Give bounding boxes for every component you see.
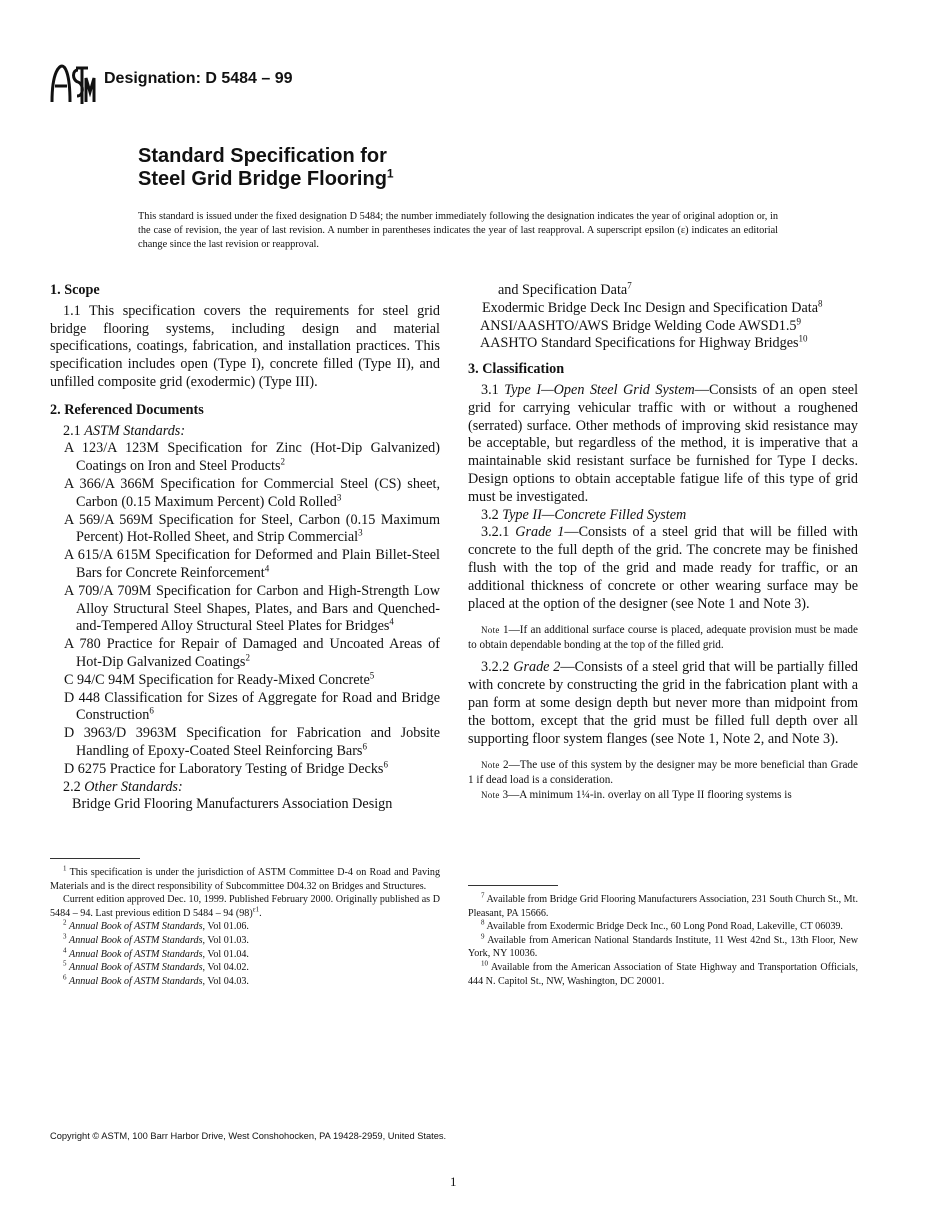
left-column [50,282,440,814]
section-referenced-heading: 2. Referenced Documents [50,401,204,418]
footnote-8: $^8$ Available from Exodermic Bridge Deck Inc., 60 Long Pond Road, Lakeville, CT 06039. [481,918,843,933]
footnotes-right [468,893,858,988]
title-line-1: Standard Specification for [138,145,387,167]
footnote-1: $^1$ This specification is under the jurisdiction of ASTM Committee D-4 on Road and Paving Materials and is the direct responsibility of Subcommittee D04.32 on Bridges and Structures. [50,864,440,892]
footnote-3: $^3$ Annual Book of ASTM Standards, Vol 01.03. [63,932,249,946]
note-1: Note 1—If an additional surface course is placed, adequate provision must be made to obtain dependable bonding at the top of the filled grid. [468,624,858,652]
copyright-line: Copyright © ASTM, 100 Barr Harbor Drive, West Conshohocken, PA 19428-2959, United States. [50,1131,447,1141]
ref-d448: D 448 Classification for Sizes of Aggregate for Road and Bridge Construction$^6$ [64,689,440,724]
title-line-2: Steel Grid Bridge Flooring$^1$ [138,166,394,190]
ref-bgfma-cont: and Specification Data$^7$ [498,280,632,298]
paragraph-1-1: 1.1 This specification covers the requirements for steel grid bridge flooring systems, including design and material specifications, coatings, fabrication, and installation practices. This specification includes open (Type I), concrete filled (Type II), and unfilled composite grid (exodermic) (Type III). [50,302,440,390]
ref-a366: A 366/A 366M Specification for Commercial Steel (CS) sheet, Carbon (0.15 Maximum Percent) Cold Rolled$^3$ [64,475,440,510]
right-column [468,282,858,809]
ref-aashto: AASHTO Standard Specifications for Highway Bridges$^{10}$ [480,333,808,352]
ref-exodermic: Exodermic Bridge Deck Inc Design and Specification Data$^8$ [482,298,823,316]
paragraph-3-1: 3.1 Type I—Open Steel Grid System—Consists of an open steel grid for carrying vehicular traffic with or without a roughened (serrated) surface. Other methods of improving skid resistance may be acceptable, but regardless of the method, it is imperative that a maintainable skid resistant surface be furnished for Type I decks. Design options to obtain acceptable fatigue life of this type of grid must be investigated. [468,381,859,505]
paragraph-3-2: 3.2 Type II—Concrete Filled System [481,506,687,523]
footnote-9: $^9$ Available from American National Standards Institute, 11 West 42nd St., 13th Floor, New York, NY 10036. [468,932,858,960]
ref-a615: A 615/A 615M Specification for Deformed and Plain Billet-Steel Bars for Concrete Reinforcement$^4$ [64,547,440,581]
section-classification-heading: 3. Classification [468,361,565,378]
document-title [138,145,394,191]
footnote-edition: Current edition approved Dec. 10, 1999. Published February 2000. Originally published as D 5484 – 94. Last previous edition D 5484 – 94 $(98)^{\varepsilon 1}$. [50,894,440,919]
note-3: Note 3—A minimum 1¼-in. overlay on all Type II flooring systems is [481,789,792,802]
title-footnote-mark[interactable]: 1 [386,166,394,181]
ref-a780: A 780 Practice for Repair of Damaged and Uncoated Areas of Hot-Dip Galvanized Coatings$^2$ [64,636,440,670]
footnote-2: $^2$ Annual Book of ASTM Standards, Vol 01.06. [63,919,249,933]
footnote-4: $^4$ Annual Book of ASTM Standards, Vol 01.04. [63,946,249,960]
paragraph-3-2-1: 3.2.1 Grade 1—Consists of a steel grid that will be filled with concrete to the full depth of the grid. The concrete may be finished flush with the top of the grid and made ready for traffic, or an additional thickness of concrete or other wearing surface may be placed at the option of the designer (see Note 1 and Note 3). [468,524,858,612]
section-scope-heading: 1. Scope [50,282,100,298]
ref-a709: A 709/A 709M Specification for Carbon and High-Strength Low Alloy Structural Steel Shapes, Plates, and Bars and Quenched-and-Tempered Alloy Structural Steel Plates for Bridges$^4$ [64,582,440,635]
footnote-7: $^7$ Available from Bridge Grid Flooring Manufacturers Association, 231 South Church St., Mt. Pleasant, PA 15666. [468,891,858,919]
intro-paragraph: This standard is issued under the fixed designation D 5484; the number immediately following the designation indicates the year of original adoption or, in the case of revision, the year of last revision. A number in parentheses indicates the year of last reapproval. A superscript epsilon (ε) indicates an editorial change since the last revision or reapproval. [138,211,778,250]
ref-bgfma-start: Bridge Grid Flooring Manufacturers Association Design [72,796,393,813]
subsection-2-2: 2.2 Other Standards: [63,778,183,795]
footnote-rule-left [50,858,140,859]
note-2: Note 2—The use of this system by the designer may be more beneficial than Grade 1 if dead load is a consideration. [468,759,858,787]
ref-c94: C 94/C 94M Specification for Ready-Mixed Concrete$^5$ [64,670,375,688]
paragraph-3-2-2: 3.2.2 Grade 2—Consists of a steel grid that will be partially filled with concrete by constructing the grid in the fabrication plant with a pan form at some design depth but never more than midpoint from the bottom, except that the grid must be filled full depth over all supporting floor system flanges (see Note 1, Note 2, and Note 3). [468,659,858,747]
ref-a569: A 569/A 569M Specification for Steel, Carbon (0.15 Maximum Percent) Hot-Rolled Sheet, and Strip Commercial$^3$ [64,511,440,546]
ref-awsd15: ANSI/AASHTO/AWS Bridge Welding Code $AWSD1.5^9$ [480,315,801,334]
footnote-rule-right [468,885,558,886]
footnote-10: $^{10}$ Available from the American Association of State Highway and Transportation Officials, 444 N. Capitol St., NW, Washington, DC 20001. [468,959,858,987]
ref-d6275: D 6275 Practice for Laboratory Testing of Bridge Decks$^6$ [64,758,388,777]
designation: Designation: D 5484 – 99 [104,70,293,87]
ref-a123: A 123/A 123M Specification for Zinc (Hot-Dip Galvanized) Coatings on Iron and Steel Products$^2$ [64,440,440,475]
footnote-6: $^6$ Annual Book of ASTM Standards, Vol 04.03. [63,973,249,987]
footnote-5: $^5$ Annual Book of ASTM Standards, Vol 04.02. [63,959,249,974]
subsection-2-1: 2.1 ASTM Standards: [63,422,186,439]
astm-logo [48,62,96,108]
ref-d3963: D 3963/D 3963M Specification for Fabrication and Jobsite Handling of Epoxy-Coated Steel Reinforcing Bars$^6$ [64,725,440,759]
page-number: 1 [450,1174,457,1189]
footnotes-left [50,866,440,988]
